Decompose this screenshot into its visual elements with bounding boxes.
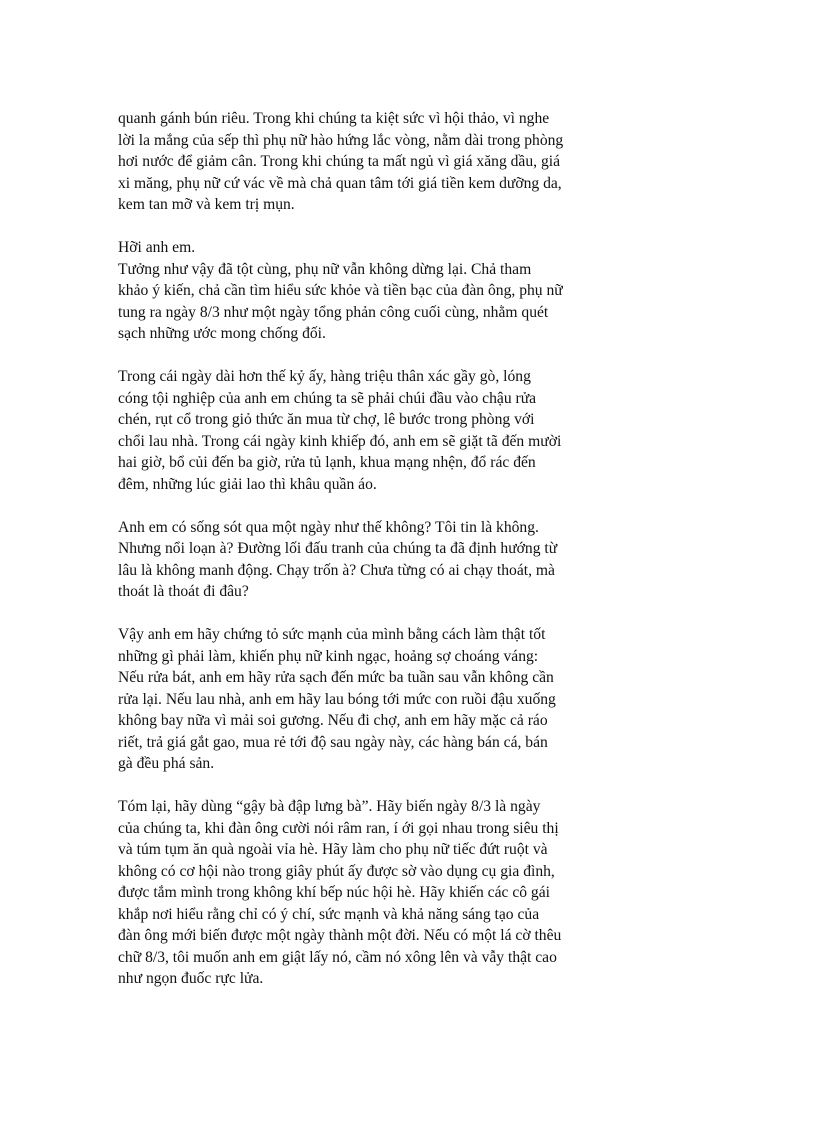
paragraph-gap [118, 216, 618, 238]
text-line: kem tan mỡ và kem trị mụn. [118, 196, 295, 213]
text-line: Vậy anh em hãy chứng tỏ sức mạnh của mình bằng cách làm thật tốt [118, 626, 546, 643]
text-line: đêm, những lúc giải lao thì khâu quần áo. [118, 475, 377, 493]
text-line: khảo ý kiến, chả cần tìm hiểu sức khỏe và tiền bạc của đàn ông, phụ nữ [118, 282, 563, 299]
text-line: không bay nữa vì mải soi gương. Nếu đi chợ, anh em hãy mặc cả ráo [118, 712, 548, 729]
text-line: rửa lại. Nếu lau nhà, anh em hãy lau bóng tới mức con ruồi đậu xuống [118, 690, 556, 708]
paragraph-gap [118, 775, 618, 797]
text-line: chén, rụt cổ trong giỏ thức ăn mua từ chợ, lê bước trong phòng với [118, 411, 535, 428]
text-line: những gì phải làm, khiến phụ nữ kinh ngạc, hoảng sợ choáng váng: [118, 647, 539, 665]
text-line: lâu là không manh động. Chạy trốn à? Chưa từng có ai chạy thoát, mà [118, 561, 555, 579]
paragraph [118, 796, 618, 990]
text-line: xi măng, phụ nữ cứ vác về mà chả quan tâm tới giá tiền kem dưỡng da, [118, 174, 562, 192]
text-line: Nếu rửa bát, anh em hãy rửa sạch đến mức ba tuần sau vẫn không cần [118, 669, 554, 686]
text-line: khắp nơi hiểu rằng chỉ có ý chí, sức mạnh và khả năng sáng tạo của [118, 905, 540, 923]
text-line: lời la mắng của sếp thì phụ nữ hào hứng lắc vòng, nằm dài trong phòng [118, 131, 564, 149]
paragraph [118, 366, 618, 495]
paragraph [118, 624, 618, 775]
text-line: Anh em có sống sót qua một ngày như thế không? Tôi tin là không. [118, 518, 539, 536]
paragraph [118, 517, 618, 603]
paragraph [118, 237, 618, 345]
paragraph [118, 108, 618, 216]
text-line: Tưởng như vậy đã tột cùng, phụ nữ vẫn không dừng lại. Chả tham [118, 260, 532, 278]
text-line: gà đều phá sản. [118, 755, 215, 772]
text-line: tung ra ngày 8/3 như một ngày tổng phản công cuối cùng, nhằm quét [118, 303, 549, 321]
text-line: chữ 8/3, tôi muốn anh em giật lấy nó, cầm nó xông lên và vẫy thật cao [118, 948, 557, 966]
paragraph-gap [118, 603, 618, 625]
text-line: không có cơ hội nào trong giây phút ấy được sờ vào dụng cụ gia đình, [118, 862, 555, 880]
text-line: hai giờ, bổ củi đến ba giờ, rửa tủ lạnh, khua mạng nhện, đổ rác đến [118, 454, 536, 471]
text-line: sạch những ước mong chống đối. [118, 325, 326, 342]
text-line: thoát là thoát đi đâu? [118, 583, 249, 600]
text-line: Tóm lại, hãy dùng “gậy bà đập lưng bà”. Hãy biến ngày 8/3 là ngày [118, 798, 541, 815]
text-line: và túm tụm ăn quà ngoài vỉa hè. Hãy làm cho phụ nữ tiếc đứt ruột và [118, 841, 548, 858]
text-line: Hỡi anh em. [118, 239, 196, 256]
text-line: Trong cái ngày dài hơn thế kỷ ấy, hàng triệu thân xác gầy gò, lóng [118, 368, 531, 385]
paragraph-gap [118, 345, 618, 367]
text-line: hơi nước để giảm cân. Trong khi chúng ta mất ngủ vì giá xăng dầu, giá [118, 153, 561, 170]
text-line: được tắm mình trong không khí bếp núc hội hè. Hãy khiến các cô gái [118, 884, 550, 901]
document-body [118, 108, 618, 990]
text-line: như ngọn đuốc rực lửa. [118, 970, 264, 987]
text-line: Nhưng nổi loạn à? Đường lối đấu tranh của chúng ta đã định hướng từ [118, 540, 558, 557]
text-line: đàn ông mới biến được một ngày thành một đời. Nếu có một lá cờ thêu [118, 927, 562, 944]
text-line: riết, trả giá gắt gao, mua rẻ tới độ sau ngày này, các hàng bán cá, bán [118, 733, 548, 751]
text-line: của chúng ta, khi đàn ông cười nói râm ran, í ới gọi nhau trong siêu thị [118, 819, 559, 837]
text-line: quanh gánh bún riêu. Trong khi chúng ta kiệt sức vì hội thảo, vì nghe [118, 110, 550, 127]
text-line: cóng tội nghiệp của anh em chúng ta sẽ phải chúi đầu vào chậu rửa [118, 389, 537, 407]
text-line: chổi lau nhà. Trong cái ngày kinh khiếp đó, anh em sẽ giặt tã đến mười [118, 432, 562, 450]
paragraph-gap [118, 495, 618, 517]
